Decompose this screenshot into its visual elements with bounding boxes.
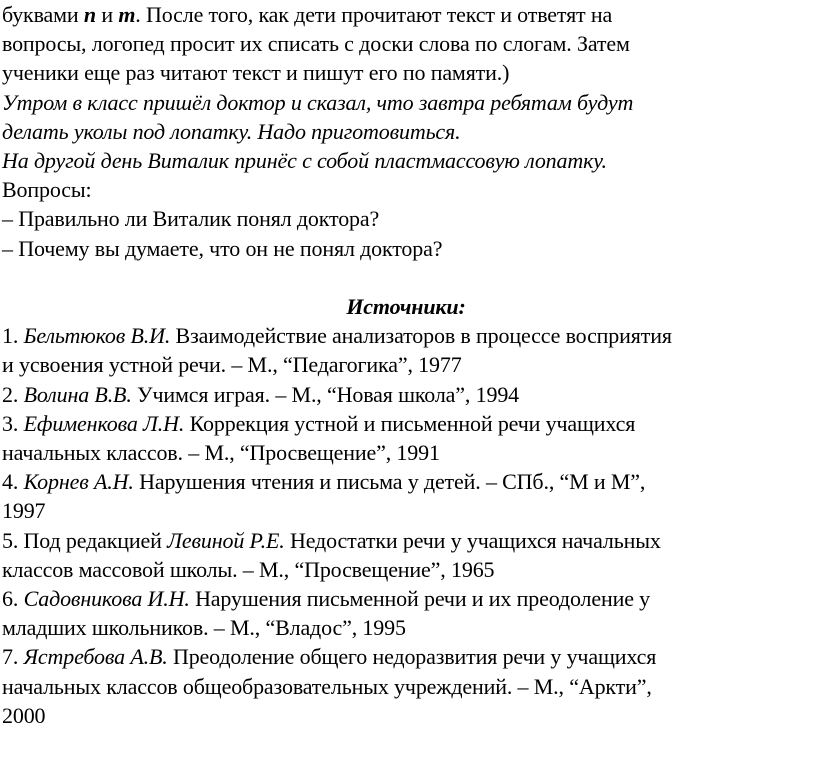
source-text: Взаимодействие анализаторов в процессе восприятия [170,323,672,349]
source-text-cont: младших школьников. – М., “Владос”, 1995 [2,615,406,641]
source-text: Недостатки речи у учащихся начальных [284,527,661,553]
conj-and: и [96,2,119,27]
question-1: – Правильно ли Виталик понял доктора? [2,206,380,232]
source-text-cont: и усвоения устной речи. – М., “Педагогика”, 1977 [2,352,462,378]
sources-list [2,321,810,730]
source-item-5 [2,526,810,584]
source-text: Коррекция устной и письменной речи учащихся [184,410,636,436]
source-author: Волина В.В. [23,381,132,407]
intro-paragraph [2,0,810,88]
source-text-cont: начальных классов общеобразовательных учреждений. – М., “Аркти”, [2,673,652,699]
source-num: 4. [2,469,24,495]
source-item-2 [2,380,810,409]
source-author: Ястребова А.В. [23,644,168,670]
intro-line-3: ученики еще раз читают текст и пишут его по памяти.) [2,60,510,86]
questions-heading: Вопросы: [2,177,92,203]
story-line-3: На другой день Виталик принёс с собой пластмассовую лопатку. [2,148,607,174]
source-item-3 [2,409,810,467]
source-item-1 [2,321,810,379]
source-item-7 [2,642,810,730]
source-text-cont: начальных классов. – М., “Просвещение”, 1991 [2,440,440,466]
source-text-cont: 1997 [2,498,46,524]
letter-t: т [118,2,136,27]
source-text: Преодоление общего недоразвития речи у учащихся [167,644,657,670]
questions-block [2,175,810,263]
source-num: 6. [2,586,24,612]
story-line-2: делать уколы под лопатку. Надо приготовиться. [2,118,461,144]
source-text: Нарушения чтения и письма у детей. – СПб., “М и М”, [133,469,646,495]
source-author: Садовникова И.Н. [23,586,190,612]
story-line-1: Утром в класс пришёл доктор и сказал, что завтра ребятам будут [2,89,634,115]
source-num: 5. Под редакцией [2,527,168,553]
source-text-cont: 2000 [2,702,46,728]
question-2: – Почему вы думаете, что он не понял доктора? [2,235,443,261]
intro-prefix: буквами [2,2,84,27]
source-num: 1. [2,323,24,349]
source-author: Левиной Р.Е. [167,527,285,553]
spacer [2,263,810,292]
source-num: 7. [2,644,24,670]
source-author: Бельтюков В.И. [23,323,171,349]
story-text [2,88,810,176]
source-num: 2. [2,381,24,407]
source-item-6 [2,584,810,642]
letter-p: п [83,2,96,27]
source-text: Учимся играя. – М., “Новая школа”, 1994 [131,381,520,407]
source-num: 3. [2,410,24,436]
intro-line-1 [2,0,810,29]
source-text: Нарушения письменной речи и их преодоление у [189,586,651,612]
source-item-4 [2,467,810,525]
source-text-cont: классов массовой школы. – М., “Просвещение”, 1965 [2,556,495,582]
intro-suffix: . После того, как дети прочитают текст и ответят на [135,2,613,27]
sources-title: Источники: [346,294,466,320]
intro-line-2: вопросы, логопед просит их списать с доски слова по слогам. Затем [2,31,630,57]
source-author: Корнев А.Н. [23,469,134,495]
source-author: Ефименкова Л.Н. [23,410,185,436]
